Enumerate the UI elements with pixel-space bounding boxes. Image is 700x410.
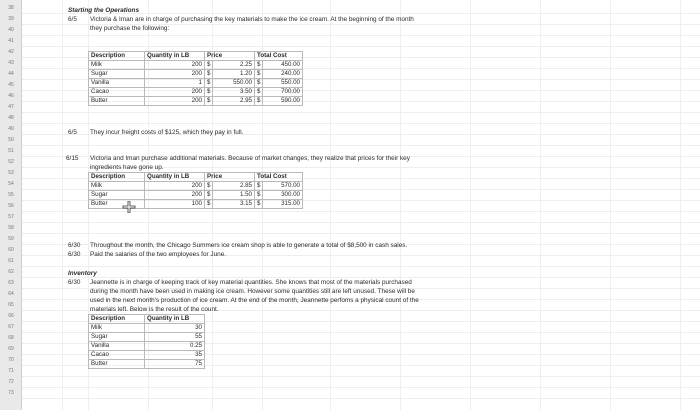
cell-price[interactable]: 2.95 [213, 97, 255, 106]
cell-description[interactable]: Vanilla [89, 342, 145, 351]
table-row [89, 200, 303, 209]
cell-total-currency: $ [255, 191, 263, 200]
cell-description[interactable]: Milk [89, 324, 145, 333]
row-number[interactable]: 47 [8, 104, 14, 110]
column-gridline [62, 0, 63, 410]
cell-total[interactable]: 550.00 [263, 79, 303, 88]
cell-price[interactable]: 2.25 [213, 61, 255, 70]
row-number[interactable]: 60 [8, 247, 14, 253]
row-number[interactable]: 61 [8, 258, 14, 264]
cell-quantity[interactable]: 30 [145, 324, 205, 333]
row-number[interactable]: 58 [8, 225, 14, 231]
event-date: 6/30 [68, 242, 81, 249]
row-number[interactable]: 62 [8, 269, 14, 275]
cell-total-currency: $ [255, 70, 263, 79]
cell-description[interactable]: Butter [89, 200, 145, 209]
cell-quantity[interactable]: 55 [145, 333, 205, 342]
row-number[interactable]: 51 [8, 148, 14, 154]
column-gridline [680, 0, 681, 410]
column-gridline [540, 0, 541, 410]
table-row [89, 88, 303, 97]
row-gridline [22, 46, 700, 47]
cell-price-currency: $ [205, 88, 213, 97]
cell-description[interactable]: Sugar [89, 191, 145, 200]
section-title: Starting the Operations [68, 7, 140, 14]
inventory-date: 6/30 [68, 279, 81, 286]
row-number[interactable]: 42 [8, 49, 14, 55]
row-number[interactable]: 59 [8, 236, 14, 242]
row-number[interactable]: 45 [8, 82, 14, 88]
cell-description[interactable]: Cacao [89, 351, 145, 360]
cell-price[interactable]: 1.50 [213, 191, 255, 200]
inventory-title: Inventory [68, 270, 97, 277]
cell-price-currency: $ [205, 97, 213, 106]
additional-purchase-date: 6/15 [66, 155, 79, 162]
cell-total-currency: $ [255, 182, 263, 191]
cell-description[interactable]: Butter [89, 97, 145, 106]
row-number[interactable]: 49 [8, 126, 14, 132]
row-gridline [22, 222, 700, 223]
cell-total-currency: $ [255, 79, 263, 88]
row-number[interactable]: 54 [8, 181, 14, 187]
row-number[interactable]: 57 [8, 214, 14, 220]
table-row [89, 360, 205, 369]
purchase-description-line1: Victoria & Iman are in charge of purchasing the key materials to make the ice cream. At the beginning of the month [90, 16, 414, 23]
cell-price-currency: $ [205, 70, 213, 79]
cell-price-currency: $ [205, 79, 213, 88]
cell-price-currency: $ [205, 200, 213, 209]
row-number[interactable]: 68 [8, 335, 14, 341]
cell-quantity[interactable]: 100 [145, 200, 205, 209]
header-total-cost: Total Cost [255, 52, 303, 61]
cell-price[interactable]: 2.85 [213, 182, 255, 191]
row-gridline [22, 35, 700, 36]
cell-description[interactable]: Milk [89, 182, 145, 191]
cell-total-currency: $ [255, 88, 263, 97]
row-number[interactable]: 72 [8, 379, 14, 385]
cell-description[interactable]: Sugar [89, 70, 145, 79]
row-gridline [22, 112, 700, 113]
cell-quantity[interactable]: 0.25 [145, 342, 205, 351]
header-description: Description [89, 315, 145, 324]
header-total-cost: Total Cost [255, 173, 303, 182]
cell-quantity[interactable]: 200 [145, 61, 205, 70]
cell-quantity[interactable]: 1 [145, 79, 205, 88]
inventory-line1: Jeannette is in charge of keeping track of key material quantities. She knows that most of the materials purchased [90, 279, 412, 286]
cell-total[interactable]: 570.00 [263, 182, 303, 191]
cell-price[interactable]: 3.50 [213, 88, 255, 97]
table-row [89, 324, 205, 333]
purchase-table-2 [88, 172, 303, 209]
freight-date: 6/5 [68, 129, 77, 136]
cell-cursor-icon [122, 201, 136, 213]
row-number[interactable]: 48 [8, 115, 14, 121]
table-row [89, 191, 303, 200]
cell-description[interactable]: Sugar [89, 333, 145, 342]
cell-price[interactable]: 1.20 [213, 70, 255, 79]
row-number[interactable]: 63 [8, 280, 14, 286]
cell-description[interactable]: Vanilla [89, 79, 145, 88]
row-number[interactable]: 46 [8, 93, 14, 99]
event-text: Paid the salaries of the two employees for June. [90, 251, 227, 258]
header-quantity: Quantity in LB [145, 173, 205, 182]
cell-total[interactable]: 300.00 [263, 191, 303, 200]
row-gridline [22, 233, 700, 234]
row-number[interactable]: 40 [8, 27, 14, 33]
row-header-gutter [0, 0, 22, 410]
row-gridline [22, 387, 700, 388]
cell-total-currency: $ [255, 97, 263, 106]
table-row [89, 79, 303, 88]
cell-total-currency: $ [255, 200, 263, 209]
column-gridline [610, 0, 611, 410]
cell-price-currency: $ [205, 182, 213, 191]
additional-purchase-line1: Victoria and Iman purchase additional materials. Because of market changes, they realize that prices for their key [90, 155, 410, 162]
row-number[interactable]: 66 [8, 313, 14, 319]
header-price: Price [205, 173, 255, 182]
cell-quantity[interactable]: 200 [145, 191, 205, 200]
cell-description[interactable]: Cacao [89, 88, 145, 97]
row-number[interactable]: 71 [8, 368, 14, 374]
cell-quantity[interactable]: 200 [145, 88, 205, 97]
table-row [89, 97, 303, 106]
table-header-row [89, 173, 303, 182]
table-row [89, 342, 205, 351]
row-number[interactable]: 70 [8, 357, 14, 363]
cell-price[interactable]: 3.15 [213, 200, 255, 209]
header-description: Description [89, 52, 145, 61]
table-header-row [89, 52, 303, 61]
inventory-line3: used in the next month's production of ice cream. At the end of the month, Jeannette perfoms a physical count of the [90, 297, 419, 304]
inventory-line2: during the month have been used in making ice cream. However some quantities still are left unused. These will be [90, 288, 415, 295]
header-description: Description [89, 173, 145, 182]
row-number[interactable]: 38 [8, 5, 14, 11]
row-number[interactable]: 65 [8, 302, 14, 308]
purchase-table-1 [88, 51, 303, 106]
event-text: Throughout the month, the Chicago Summers ice cream shop is able to generate a total of $8,500 in cash sales. [90, 242, 408, 249]
row-gridline [22, 376, 700, 377]
column-gridline [400, 0, 401, 410]
row-number[interactable]: 56 [8, 203, 14, 209]
row-number[interactable]: 73 [8, 390, 14, 396]
table-row [89, 70, 303, 79]
cell-total[interactable]: 240.00 [263, 70, 303, 79]
row-number[interactable]: 44 [8, 71, 14, 77]
table-header-row [89, 315, 205, 324]
table-row [89, 351, 205, 360]
row-number[interactable]: 43 [8, 60, 14, 66]
cell-quantity[interactable]: 200 [145, 182, 205, 191]
row-number[interactable]: 52 [8, 159, 14, 165]
event-date: 6/30 [68, 251, 81, 258]
cell-total[interactable]: 450.00 [263, 61, 303, 70]
column-gridline [470, 0, 471, 410]
purchase-date: 6/5 [68, 16, 77, 23]
row-gridline [22, 398, 700, 399]
table-row [89, 182, 303, 191]
cell-total[interactable]: 700.00 [263, 88, 303, 97]
row-number[interactable]: 50 [8, 137, 14, 143]
cell-description[interactable]: Butter [89, 360, 145, 369]
row-number[interactable]: 55 [8, 192, 14, 198]
cell-price[interactable]: 550.00 [213, 79, 255, 88]
cell-quantity[interactable]: 35 [145, 351, 205, 360]
cell-total[interactable]: 315.00 [263, 200, 303, 209]
cell-total-currency: $ [255, 61, 263, 70]
header-quantity: Quantity in LB [145, 315, 205, 324]
additional-purchase-line2: ingredients have gone up. [90, 164, 164, 171]
cell-price-currency: $ [205, 61, 213, 70]
row-gridline [22, 145, 700, 146]
table-row [89, 61, 303, 70]
inventory-line4: materials left. Below is the result of the count. [90, 306, 219, 313]
row-number[interactable]: 67 [8, 324, 14, 330]
purchase-description-line2: they purchase the following: [90, 25, 170, 32]
cell-quantity[interactable]: 75 [145, 360, 205, 369]
cell-quantity[interactable]: 200 [145, 70, 205, 79]
cell-quantity[interactable]: 200 [145, 97, 205, 106]
row-number[interactable]: 41 [8, 38, 14, 44]
row-number[interactable]: 64 [8, 291, 14, 297]
freight-text: They incur freight costs of $125, which they pay in full. [90, 129, 244, 136]
row-number[interactable]: 53 [8, 170, 14, 176]
cell-description[interactable]: Milk [89, 61, 145, 70]
column-gridline [330, 0, 331, 410]
cell-price-currency: $ [205, 191, 213, 200]
header-price: Price [205, 52, 255, 61]
cell-total[interactable]: 590.00 [263, 97, 303, 106]
row-number[interactable]: 69 [8, 346, 14, 352]
table-row [89, 333, 205, 342]
row-number[interactable]: 39 [8, 16, 14, 22]
row-gridline [22, 123, 700, 124]
header-quantity: Quantity in LB [145, 52, 205, 61]
row-gridline [22, 266, 700, 267]
inventory-count-table [88, 314, 205, 369]
